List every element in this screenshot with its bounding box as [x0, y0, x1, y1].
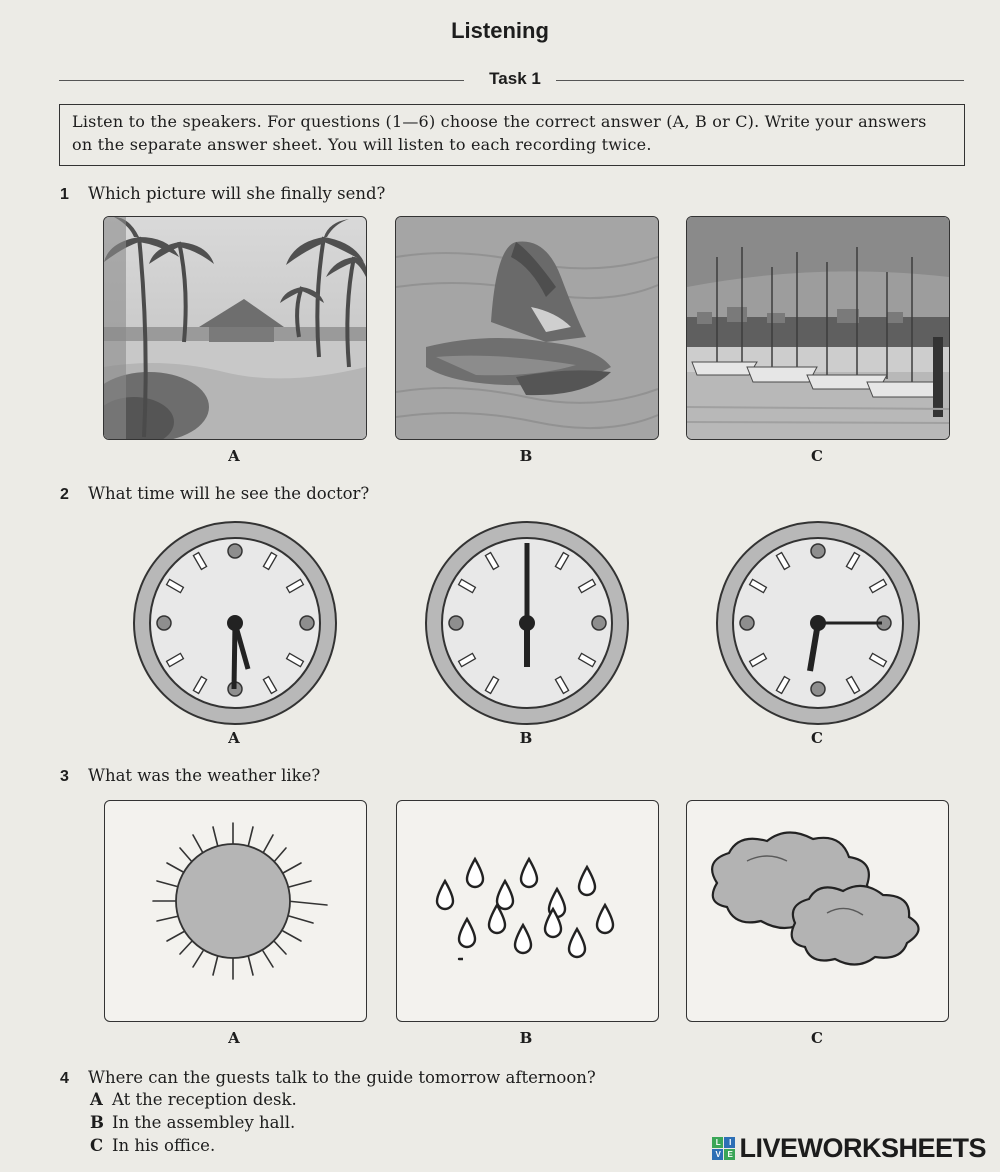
clock-icon	[426, 522, 628, 724]
question-text: Which picture will she finally send?	[88, 184, 386, 203]
option-label: B	[519, 447, 533, 465]
option-label: A	[228, 729, 240, 747]
clock-icon	[134, 522, 336, 724]
option-c-marina-photo[interactable]	[686, 216, 950, 440]
option-label: C	[811, 729, 823, 747]
question-text: Where can the guests talk to the guide tomorrow afternoon?	[88, 1068, 596, 1087]
liveworksheets-watermark	[712, 1133, 986, 1164]
question-number: 1	[60, 186, 69, 203]
question-number: 3	[60, 768, 69, 785]
option-label: A	[228, 447, 240, 465]
option-b-whale-photo[interactable]	[395, 216, 659, 440]
option-text: In the assembley hall.	[112, 1113, 296, 1132]
option-label: B	[519, 1029, 533, 1047]
option-text: In his office.	[112, 1136, 216, 1155]
option-text: At the reception desk.	[112, 1090, 297, 1109]
option-a-clock[interactable]	[131, 519, 339, 727]
option-letter: C	[90, 1136, 104, 1155]
option-letter: A	[90, 1090, 103, 1109]
question-number: 2	[60, 486, 69, 503]
page-title: Listening	[451, 18, 549, 43]
option-label: A	[228, 1029, 240, 1047]
option-b[interactable]	[90, 1113, 295, 1132]
whale-photo	[396, 217, 658, 439]
option-c-clock[interactable]	[714, 519, 922, 727]
question-text: What time will he see the doctor?	[88, 484, 370, 503]
cloud-icon	[687, 801, 948, 1021]
option-b-clock[interactable]	[423, 519, 631, 727]
option-c[interactable]	[90, 1136, 215, 1155]
option-a[interactable]	[90, 1090, 297, 1109]
tropical-beach-photo	[104, 217, 366, 439]
clock-icon	[717, 522, 919, 724]
option-label: B	[519, 729, 533, 747]
marina-photo	[687, 217, 949, 439]
question-2	[60, 484, 369, 504]
rain-icon	[397, 801, 658, 1021]
option-a-sun[interactable]	[104, 800, 367, 1022]
instructions-box: Listen to the speakers. For questions (1—6) choose the correct answer (A, B or C). Write your answers on the separate answer sheet. You will listen to each recording twice.	[59, 104, 965, 166]
question-1	[60, 184, 385, 204]
option-b-rain[interactable]	[396, 800, 659, 1022]
divider	[556, 80, 964, 81]
question-3	[60, 766, 320, 786]
sun-icon	[105, 801, 366, 1021]
question-text: What was the weather like?	[88, 766, 321, 785]
question-number: 4	[60, 1070, 69, 1087]
question-4	[60, 1068, 596, 1088]
task-label: Task 1	[489, 69, 541, 88]
option-letter: B	[90, 1113, 104, 1132]
liveworksheets-logo-icon: L I V E	[712, 1137, 735, 1160]
option-label: C	[811, 447, 823, 465]
option-a-beach-photo[interactable]	[103, 216, 367, 440]
divider	[59, 80, 464, 81]
option-c-cloud[interactable]	[686, 800, 949, 1022]
option-label: C	[811, 1029, 823, 1047]
watermark-text: LIVEWORKSHEETS	[739, 1133, 986, 1163]
